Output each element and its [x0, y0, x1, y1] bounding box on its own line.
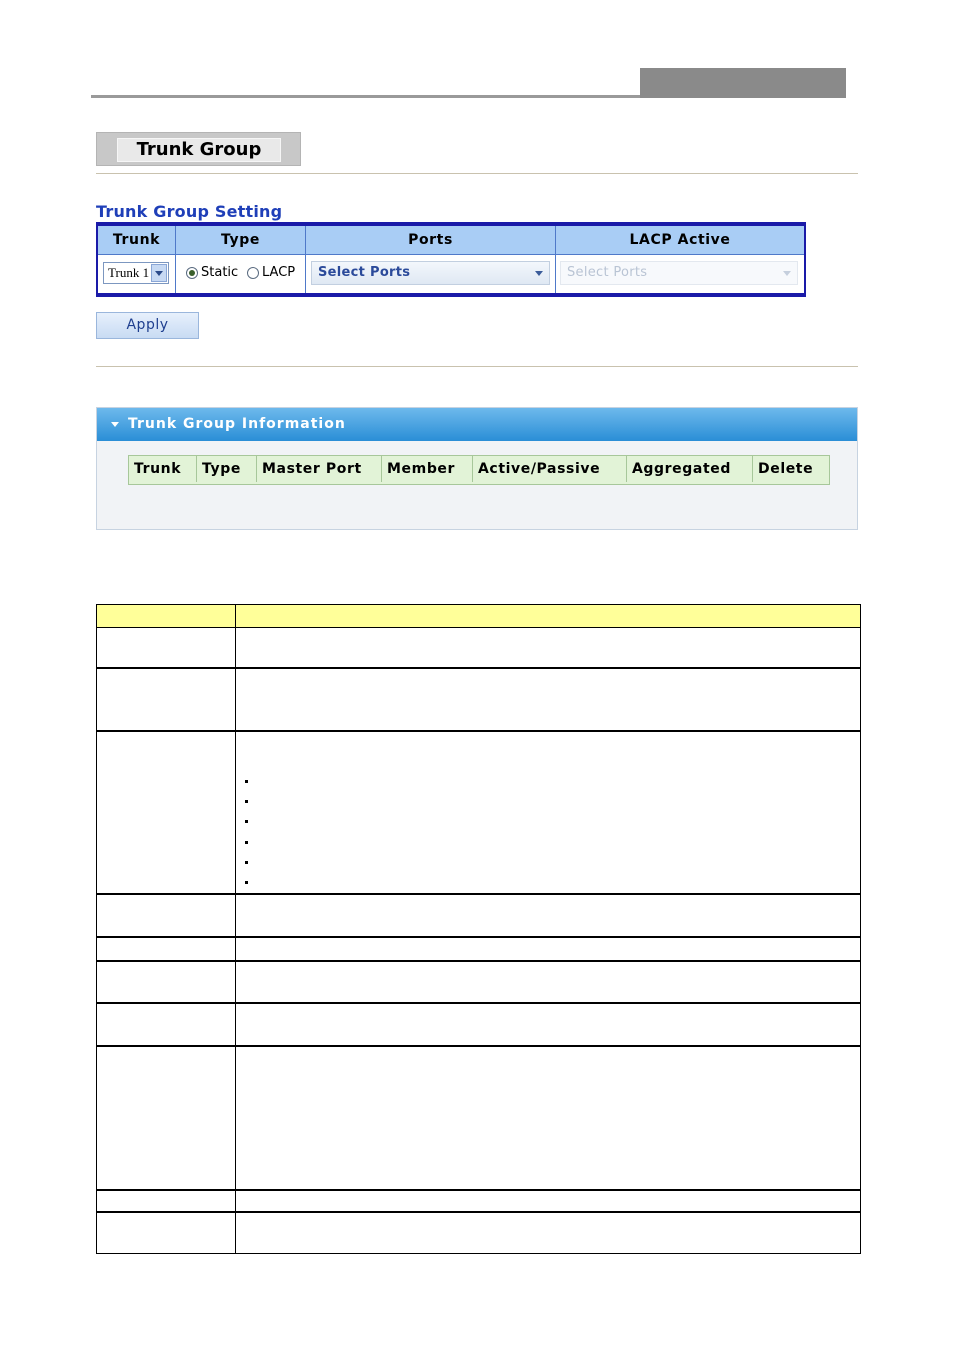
- table-row-divider: [97, 960, 860, 962]
- lacp-active-multiselect: [560, 261, 798, 285]
- info-col-master-port: Master Port: [257, 456, 382, 482]
- header-block: [640, 68, 846, 98]
- info-panel-header[interactable]: [97, 408, 857, 441]
- list-bullet: [245, 841, 248, 844]
- table-row-divider: [97, 1211, 860, 1213]
- description-table: [96, 604, 861, 1254]
- ports-cell: [306, 254, 556, 293]
- ports-multiselect[interactable]: [311, 261, 550, 285]
- list-bullet: [245, 800, 248, 803]
- page-title-box: [96, 132, 301, 166]
- table-row-divider: [97, 893, 860, 895]
- table-row-divider: [97, 730, 860, 732]
- list-bullet: [245, 881, 248, 884]
- chevron-down-icon: [783, 271, 791, 276]
- ports-placeholder: Select Ports: [318, 265, 411, 280]
- col-trunk-header: Trunk: [98, 226, 176, 254]
- table-row-divider: [97, 1189, 860, 1191]
- radio-lacp-label: LACP: [262, 265, 296, 280]
- trunk-select[interactable]: [103, 262, 169, 284]
- list-bullet: [245, 780, 248, 783]
- apply-button[interactable]: Apply: [96, 312, 199, 339]
- radio-static[interactable]: [186, 267, 198, 279]
- lacp-cell: [556, 254, 804, 293]
- type-cell: [176, 254, 306, 293]
- description-column-divider: [235, 605, 236, 1253]
- section-title: Trunk Group Setting: [96, 202, 283, 221]
- info-col-aggregated: Aggregated: [627, 456, 753, 482]
- chevron-down-icon[interactable]: [151, 264, 167, 282]
- trunk-info-table: [128, 455, 830, 485]
- lacp-placeholder: Select Ports: [567, 265, 648, 280]
- radio-lacp[interactable]: [247, 267, 259, 279]
- trunk-setting-table: [96, 222, 806, 297]
- table-row-divider: [97, 1002, 860, 1004]
- page-title: Trunk Group: [117, 138, 281, 162]
- info-col-delete: Delete: [758, 461, 814, 477]
- header-rule: [91, 95, 641, 98]
- radio-static-label: Static: [201, 265, 239, 280]
- table-row-divider: [97, 1045, 860, 1047]
- description-table-header: [97, 605, 860, 628]
- collapse-arrow-icon[interactable]: [111, 422, 119, 427]
- table-row-divider: [97, 936, 860, 938]
- divider-top: [96, 173, 858, 174]
- col-type-header: Type: [176, 226, 306, 254]
- info-col-member: Member: [382, 456, 473, 482]
- info-panel-title: Trunk Group Information: [128, 416, 346, 432]
- trunk-info-panel: [96, 407, 858, 530]
- col-lacp-header: LACP Active: [556, 226, 804, 254]
- trunk-select-value: Trunk 1: [108, 265, 150, 280]
- divider-bottom: [96, 366, 858, 367]
- trunk-cell: [98, 254, 176, 293]
- info-col-trunk: Trunk: [129, 456, 197, 482]
- list-bullet: [245, 861, 248, 864]
- info-col-active-passive: Active/Passive: [473, 456, 627, 482]
- chevron-down-icon: [535, 271, 543, 276]
- table-row-divider: [97, 667, 860, 669]
- list-bullet: [245, 820, 248, 823]
- col-ports-header: Ports: [306, 226, 556, 254]
- info-col-type: Type: [197, 456, 257, 482]
